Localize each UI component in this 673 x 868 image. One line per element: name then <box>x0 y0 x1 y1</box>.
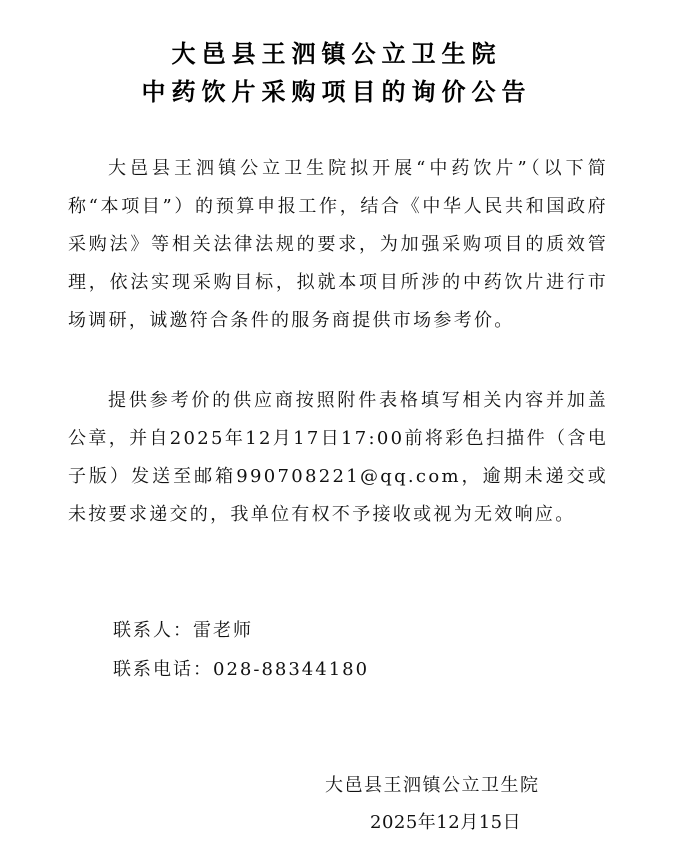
body-paragraph-1: 大邑县王泗镇公立卫生院拟开展“中药饮片”（以下简称“本项目”）的预算申报工作，结合《中华人民共和国政府采购法》等相关法律法规的要求，为加强采购项目的质效管理，依法实现采购目标，拟就本项目所涉的中药饮片进行市场调研，诚邀符合条件的服务商提供市场参考价。 <box>68 158 608 331</box>
document-title-line-2: 中药饮片采购项目的询价公告 <box>141 78 532 106</box>
signature-date: 2025年12月15日 <box>370 812 522 833</box>
contact-person: 联系人：雷老师 <box>113 620 253 641</box>
body-paragraph-2: 提供参考价的供应商按照附件表格填写相关内容并加盖公章，并自2025年12月17日17:00前将彩色扫描件（含电子版）发送至邮箱990708221@qq.com，逾期未递交或未按要求递交的，我单位有权不予接收或视为无效响应。 <box>68 390 608 525</box>
document-title-line-1: 大邑县王泗镇公立卫生院 <box>171 40 502 68</box>
contact-phone: 联系电话：028-88344180 <box>113 659 370 680</box>
signature-organization: 大邑县王泗镇公立卫生院 <box>325 775 540 796</box>
